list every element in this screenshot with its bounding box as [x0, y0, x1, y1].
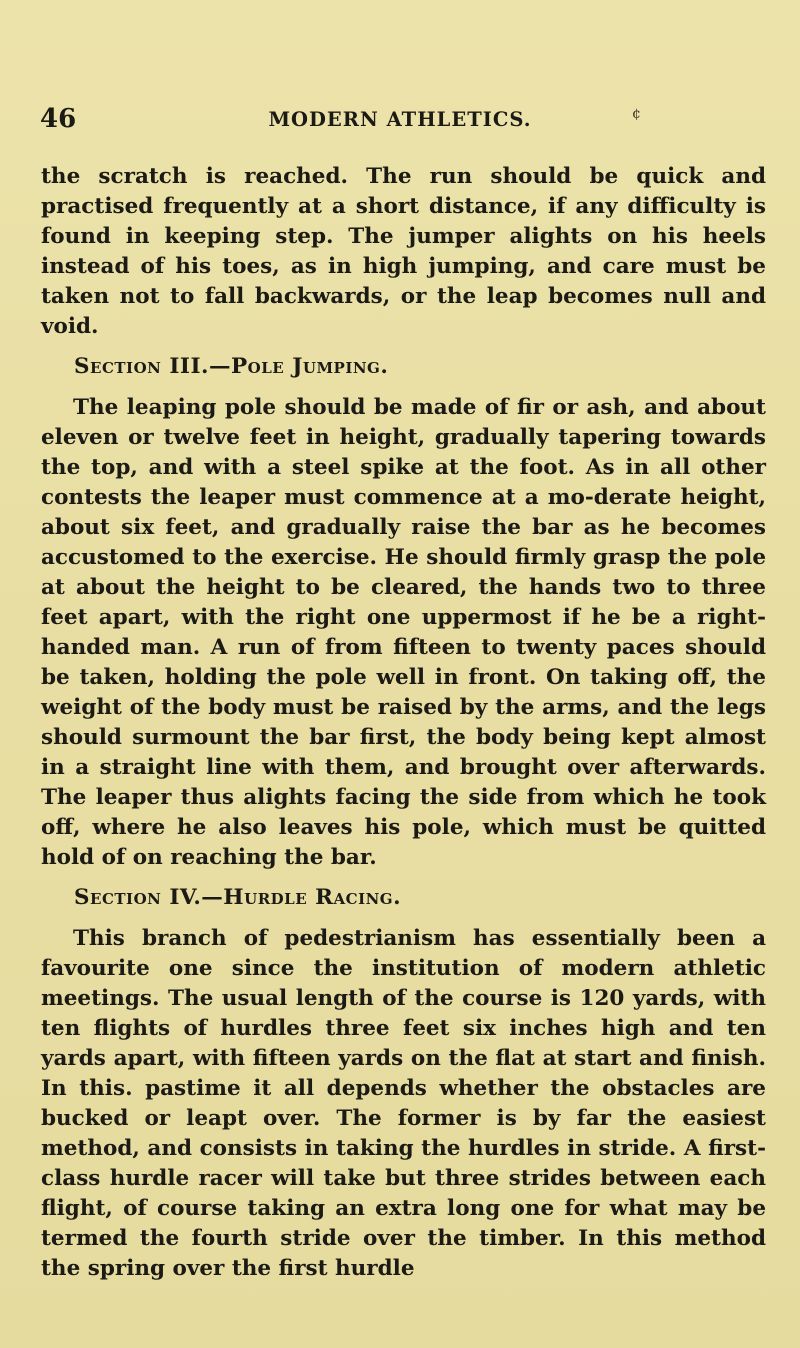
body-text [41, 162, 766, 1284]
section-heading-hurdle-racing: Section IV.—Hurdle Racing. [74, 885, 402, 910]
paragraph-continued: the scratch is reached. The run should be quick and practised frequently at a short distance, if any difficulty is found in keeping step. The jumper alights on his heels instead of his toes, as in high jumping, and care must be taken not to fall backwards, or the leap becomes null and void. [41, 164, 766, 339]
paragraph-hurdle-racing: This branch of pedestrianism has essentially been a favourite one since the institution of modern athletic meetings. The usual length of the course is 120 yards, with ten flights of hurdles three feet six inches high and ten yards apart, with fifteen yards on the flat at start and finish. In this. pastime it all depends whether the obstacles are bucked or leapt over. The former is by far the easiest method, and consists in taking the hurdles in stride. A first-class hurdle racer will take but three strides between each flight, of course taking an extra long one for what may be termed the fourth stride over the timber. In this method the spring over the first hurdle [41, 926, 766, 1281]
section-heading-pole-jumping: Section III.—Pole Jumping. [74, 354, 389, 379]
page-number: 46 [40, 104, 77, 134]
page-header [0, 104, 800, 144]
running-head: MODERN ATHLETICS. [268, 108, 532, 131]
printer-mark: ¢ [632, 106, 641, 122]
paragraph-pole-jumping: The leaping pole should be made of fir or ash, and about eleven or twelve feet in height, gradually tapering towards the top, and with a steel spike at the foot. As in all other contests the leaper must commence at a mo-derate height, about six feet, and gradually raise the bar as he becomes accustomed to the exercise. He should firmly grasp the pole at about the height to be cleared, the hands two to three feet apart, with the right one uppermost if he be a right-handed man. A run of from fifteen to twenty paces should be taken, holding the pole well in front. On taking off, the weight of the body must be raised by the arms, and the legs should surmount the bar first, the body being kept almost in a straight line with them, and brought over afterwards. The leaper thus alights facing the side from which he took off, where he also leaves his pole, which must be quitted hold of on reaching the bar. [41, 395, 766, 870]
